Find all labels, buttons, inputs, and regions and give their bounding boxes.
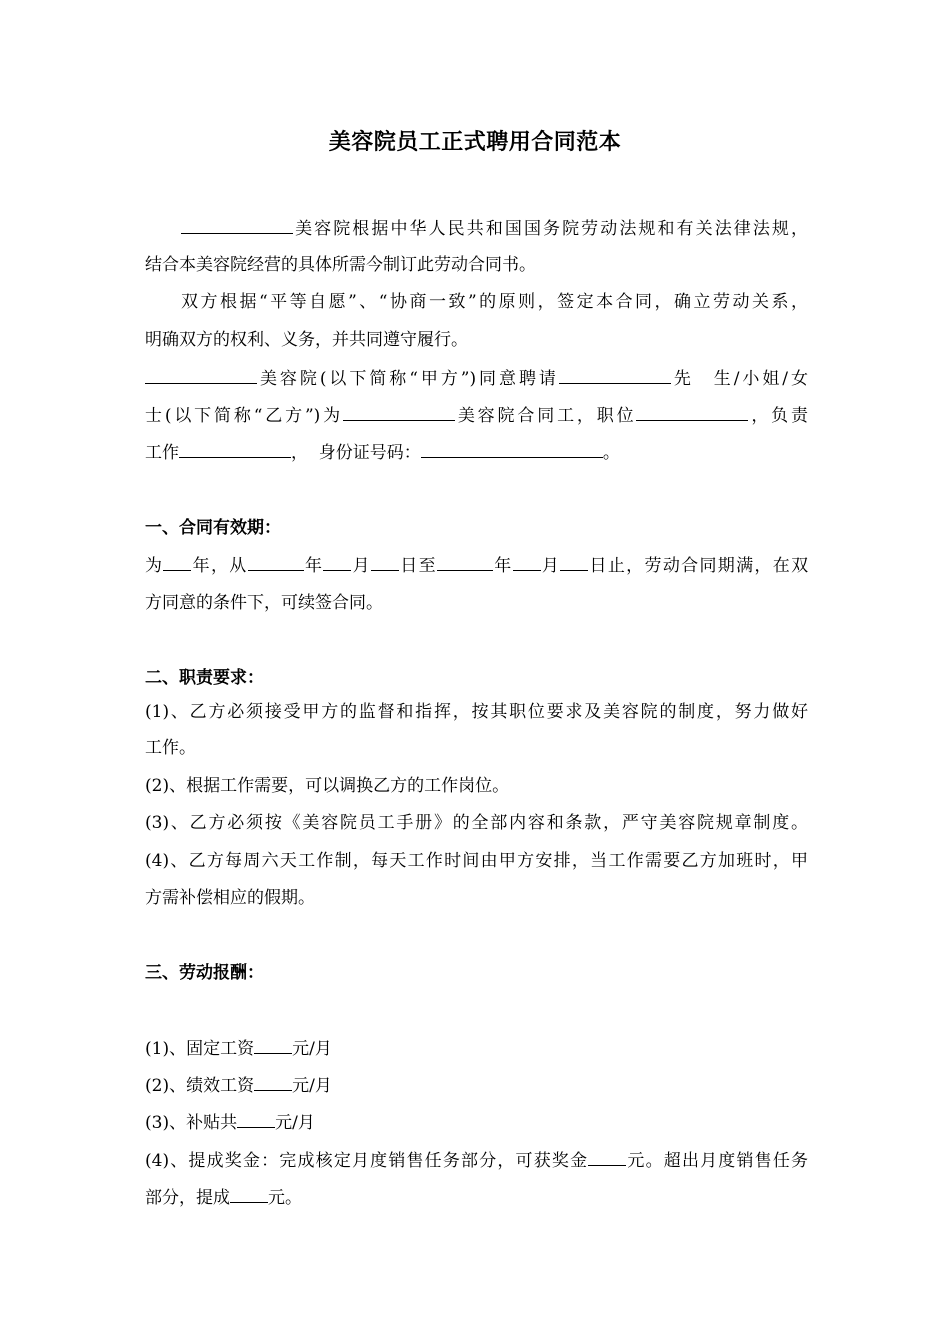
section-1-line-1	[145, 553, 808, 578]
start-day-blank[interactable]	[371, 553, 399, 571]
commission-label: (4)、提成奖金：完成核定月度销售任务部分，可获奖金	[145, 1151, 589, 1171]
year-text: 年	[492, 556, 513, 576]
party-a-text: 美容院(以下简称“甲方”)同意聘请	[257, 369, 559, 389]
work-duty-blank[interactable]	[179, 440, 291, 458]
end-day-blank[interactable]	[560, 553, 588, 571]
salon-contract-blank[interactable]	[343, 403, 455, 421]
intro-paragraph-1-line-1	[145, 216, 808, 241]
bonus-blank[interactable]	[588, 1148, 626, 1166]
year-text: 年	[303, 556, 324, 576]
section-3-item-4-cont	[145, 1185, 808, 1210]
term-years-blank[interactable]	[163, 553, 191, 571]
intro-paragraph-2-line-2: 明确双方的权利、义务，并共同遵守履行。	[145, 330, 468, 350]
section-3-item-1	[145, 1036, 808, 1061]
end-year-blank[interactable]	[437, 553, 493, 571]
section-3-item-2	[145, 1073, 808, 1098]
section-3-heading: 三、劳动报酬：	[145, 963, 264, 983]
allowance-blank[interactable]	[237, 1110, 275, 1128]
end-text: 日止，劳动合同期满，在双	[588, 556, 809, 576]
section-2-item-4-cont: 方需补偿相应的假期。	[145, 888, 315, 908]
position-label: 美容院合同工，职位	[454, 406, 637, 426]
intro-paragraph-1-line-2: 结合本美容院经营的具体所需今制订此劳动合同书。	[145, 255, 536, 275]
section-2-item-1-cont: 工作。	[145, 738, 196, 758]
section-2-heading: 二、职责要求：	[145, 668, 264, 688]
page-title: 美容院员工正式聘用合同范本	[328, 129, 622, 155]
from-text: 年，从	[191, 556, 248, 576]
commission-rate-label: 部分，提成	[145, 1188, 230, 1208]
party-b-text: 士(以下简称“乙方”)为	[145, 406, 343, 426]
fixed-salary-blank[interactable]	[254, 1036, 292, 1054]
intro-paragraph-3-line-1	[145, 366, 808, 391]
start-month-blank[interactable]	[323, 553, 351, 571]
over-target-text: 元。超出月度销售任务	[626, 1151, 808, 1171]
period-text: 。	[602, 443, 620, 463]
section-1-line-2: 方同意的条件下，可续签合同。	[145, 593, 383, 613]
intro-paragraph-3-line-2	[145, 403, 808, 428]
party-a-salon-blank[interactable]	[145, 366, 257, 384]
commission-blank[interactable]	[230, 1185, 268, 1203]
section-3-item-3	[145, 1110, 808, 1135]
to-text: 日至	[398, 556, 437, 576]
id-number-label: ， 身份证号码：	[291, 443, 421, 463]
term-text: 为	[145, 556, 164, 576]
intro-paragraph-3-line-3	[145, 440, 808, 465]
intro-text: 美容院根据中华人民共和国国务院劳动法规和有关法律法规，	[293, 219, 808, 239]
position-blank[interactable]	[636, 403, 748, 421]
performance-salary-label: (2)、绩效工资	[145, 1076, 255, 1096]
month-text: 月	[540, 556, 561, 576]
unit-text: 元/月	[275, 1113, 315, 1133]
month-text: 月	[351, 556, 371, 576]
id-number-blank[interactable]	[421, 440, 603, 458]
performance-salary-blank[interactable]	[254, 1073, 292, 1091]
work-label: 工作	[145, 443, 179, 463]
section-2-item-3: (3)、乙方必须按《美容院员工手册》的全部内容和条款，严守美容院规章制度。	[145, 813, 808, 833]
employee-name-blank[interactable]	[559, 366, 671, 384]
section-2-item-4: (4)、乙方每周六天工作制，每天工作时间由甲方安排，当工作需要乙方加班时，甲	[145, 851, 808, 871]
unit-text: 元/月	[292, 1039, 332, 1059]
fixed-salary-label: (1)、固定工资	[145, 1039, 255, 1059]
unit-text: 元/月	[292, 1076, 332, 1096]
beauty-salon-name-blank[interactable]	[181, 216, 293, 234]
section-2-item-1: (1)、乙方必须接受甲方的监督和指挥，按其职位要求及美容院的制度，努力做好	[145, 702, 808, 722]
end-month-blank[interactable]	[513, 553, 541, 571]
section-3-item-4	[145, 1148, 808, 1173]
allowance-label: (3)、补贴共	[145, 1113, 238, 1133]
responsible-text: ，负责	[748, 406, 809, 426]
unit-text: 元。	[268, 1188, 302, 1208]
section-1-heading: 一、合同有效期：	[145, 518, 281, 538]
section-2-item-2: (2)、根据工作需要，可以调换乙方的工作岗位。	[145, 776, 510, 796]
intro-paragraph-2-line-1: 双方根据“平等自愿”、“协商一致”的原则，签定本合同，确立劳动关系，	[181, 292, 808, 312]
start-year-blank[interactable]	[248, 553, 304, 571]
title-options-text: 先 生/小姐/女	[670, 369, 808, 389]
